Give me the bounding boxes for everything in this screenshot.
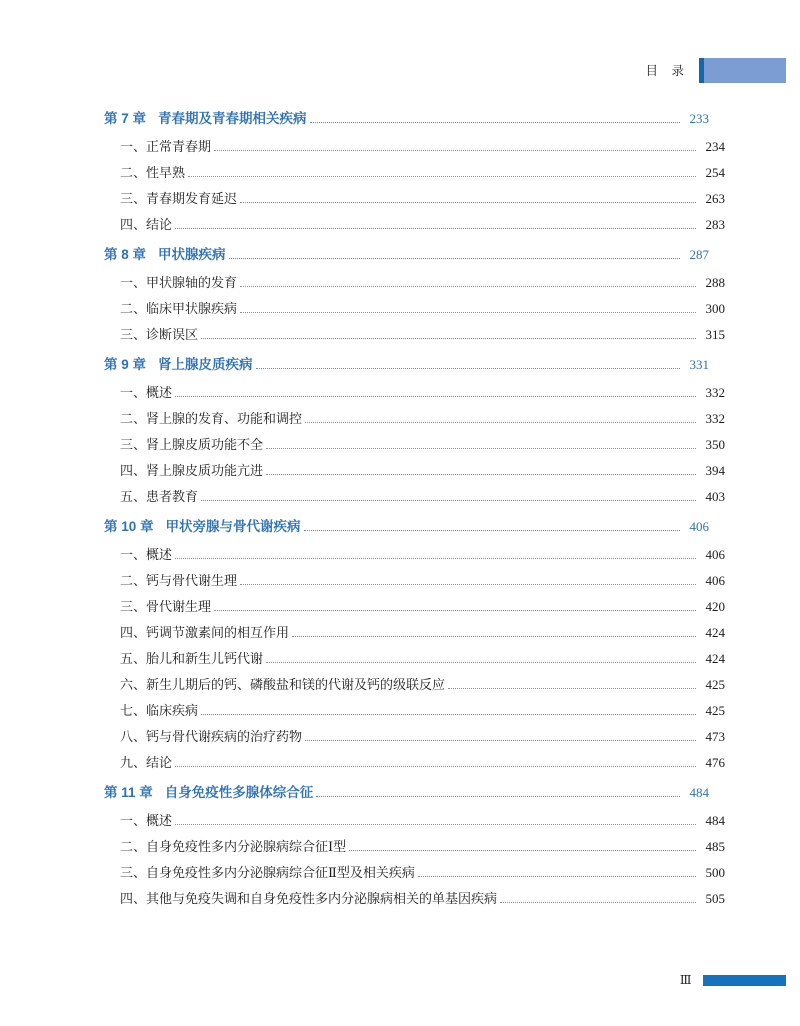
section-page-number: 332	[705, 411, 725, 426]
section-page-number: 403	[705, 489, 725, 504]
running-header-label: 目 录	[645, 64, 689, 78]
section-page-number: 234	[705, 139, 725, 154]
leader-dots	[175, 766, 696, 767]
leader-dots	[175, 396, 696, 397]
toc-section-entry[interactable]	[104, 840, 725, 866]
section-title: 四、钙调节激素间的相互作用	[120, 625, 290, 640]
leader-dots	[175, 824, 696, 825]
toc-section-entry[interactable]	[104, 302, 725, 328]
section-page-number: 424	[705, 651, 725, 666]
leader-dots	[201, 500, 696, 501]
section-page-number: 254	[705, 165, 725, 180]
toc-section-entry[interactable]	[104, 548, 725, 574]
toc-section-entry[interactable]	[104, 386, 725, 412]
footer-decoration-bar	[703, 975, 786, 986]
toc-section-entry[interactable]	[104, 730, 725, 756]
leader-dots	[175, 558, 696, 559]
section-title: 九、结论	[120, 755, 173, 770]
chapter-block	[104, 111, 725, 232]
section-title: 一、正常青春期	[120, 139, 212, 154]
section-title: 三、骨代谢生理	[120, 599, 212, 614]
section-title: 四、肾上腺皮质功能亢进	[120, 463, 264, 478]
toc-section-entry[interactable]	[104, 814, 725, 840]
section-page-number: 406	[705, 573, 725, 588]
section-title: 二、自身免疫性多内分泌腺病综合征Ⅰ型	[120, 839, 347, 854]
section-page-number: 473	[705, 729, 725, 744]
chapter-page-number: 233	[689, 111, 709, 126]
section-title: 二、肾上腺的发育、功能和调控	[120, 411, 303, 426]
section-page-number: 315	[705, 327, 725, 342]
leader-dots	[305, 740, 696, 741]
section-page-number: 332	[705, 385, 725, 400]
leader-dots	[214, 150, 696, 151]
toc-chapter-entry[interactable]	[104, 358, 709, 386]
section-page-number: 485	[705, 839, 725, 854]
chapter-number: 第 8 章	[104, 247, 147, 262]
leader-dots	[240, 584, 696, 585]
leader-dots	[256, 368, 680, 369]
toc-section-entry[interactable]	[104, 328, 725, 342]
leader-dots	[418, 876, 696, 877]
header-decoration-bar	[699, 58, 786, 83]
leader-dots	[214, 610, 696, 611]
leader-dots	[240, 286, 696, 287]
section-title: 三、诊断误区	[120, 327, 199, 342]
toc-section-entry[interactable]	[104, 490, 725, 504]
toc-chapter-entry[interactable]	[104, 112, 709, 140]
leader-dots	[240, 202, 696, 203]
section-title: 四、其他与免疫失调和自身免疫性多内分泌腺病相关的单基因疾病	[120, 891, 498, 906]
leader-dots	[266, 662, 696, 663]
section-title: 二、性早熟	[120, 165, 186, 180]
chapter-number: 第 10 章	[104, 519, 154, 534]
chapter-number: 第 11 章	[104, 785, 153, 800]
leader-dots	[201, 338, 696, 339]
section-title: 一、概述	[120, 385, 173, 400]
chapter-block	[104, 519, 725, 770]
section-title: 一、概述	[120, 813, 173, 828]
chapter-page-number: 406	[689, 519, 709, 534]
leader-dots	[349, 850, 696, 851]
section-page-number: 420	[705, 599, 725, 614]
leader-dots	[201, 714, 696, 715]
section-title: 八、钙与骨代谢疾病的治疗药物	[120, 729, 303, 744]
section-page-number: 300	[705, 301, 725, 316]
toc-section-entry[interactable]	[104, 866, 725, 892]
chapter-block	[104, 247, 725, 342]
section-page-number: 505	[705, 891, 725, 906]
leader-dots	[304, 530, 680, 531]
chapter-block	[104, 785, 725, 906]
chapter-title: 肾上腺皮质疾病	[158, 357, 253, 372]
toc-section-entry[interactable]	[104, 218, 725, 232]
chapter-page-number: 287	[689, 247, 709, 262]
section-title: 五、胎儿和新生儿钙代谢	[120, 651, 264, 666]
section-page-number: 500	[705, 865, 725, 880]
leader-dots	[316, 796, 680, 797]
chapter-title: 自身免疫性多腺体综合征	[164, 785, 314, 800]
chapter-page-number: 484	[689, 785, 709, 800]
table-of-contents	[104, 111, 725, 906]
section-page-number: 484	[705, 813, 725, 828]
leader-dots	[266, 448, 696, 449]
section-page-number: 476	[705, 755, 725, 770]
section-page-number: 350	[705, 437, 725, 452]
toc-section-entry[interactable]	[104, 600, 725, 626]
chapter-block	[104, 357, 725, 504]
leader-dots	[310, 122, 680, 123]
toc-section-entry[interactable]	[104, 678, 725, 704]
running-header	[646, 57, 786, 83]
chapter-title: 甲状腺疾病	[158, 247, 226, 262]
toc-section-entry[interactable]	[104, 276, 725, 302]
toc-section-entry[interactable]	[104, 192, 725, 218]
section-title: 二、钙与骨代谢生理	[120, 573, 238, 588]
toc-section-entry[interactable]	[104, 626, 725, 652]
section-title: 三、肾上腺皮质功能不全	[120, 437, 264, 452]
toc-chapter-entry[interactable]	[104, 786, 709, 814]
toc-section-entry[interactable]	[104, 652, 725, 678]
leader-dots	[240, 312, 696, 313]
page-number: Ⅲ	[679, 972, 692, 987]
leader-dots	[500, 902, 696, 903]
toc-section-entry[interactable]	[104, 412, 725, 438]
chapter-page-number: 331	[689, 357, 709, 372]
section-title: 七、临床疾病	[120, 703, 199, 718]
toc-section-entry[interactable]	[104, 756, 725, 770]
section-page-number: 263	[705, 191, 725, 206]
leader-dots	[292, 636, 696, 637]
section-page-number: 283	[705, 217, 725, 232]
toc-chapter-entry[interactable]	[104, 520, 709, 548]
leader-dots	[188, 176, 696, 177]
running-footer	[680, 972, 786, 988]
chapter-number: 第 7 章	[104, 111, 147, 126]
leader-dots	[229, 258, 680, 259]
section-title: 三、青春期发育延迟	[120, 191, 238, 206]
leader-dots	[305, 422, 696, 423]
section-title: 二、临床甲状腺疾病	[120, 301, 238, 316]
section-page-number: 425	[705, 677, 725, 692]
section-title: 六、新生儿期后的钙、磷酸盐和镁的代谢及钙的级联反应	[120, 677, 446, 692]
leader-dots	[448, 688, 696, 689]
leader-dots	[175, 228, 696, 229]
section-title: 五、患者教育	[120, 489, 199, 504]
section-title: 三、自身免疫性多内分泌腺病综合征Ⅱ型及相关疾病	[120, 865, 415, 880]
chapter-title: 甲状旁腺与骨代谢疾病	[165, 519, 301, 534]
toc-section-entry[interactable]	[104, 704, 725, 730]
section-title: 一、概述	[120, 547, 173, 562]
leader-dots	[266, 474, 696, 475]
section-title: 一、甲状腺轴的发育	[120, 275, 238, 290]
section-page-number: 288	[705, 275, 725, 290]
toc-section-entry[interactable]	[104, 140, 725, 166]
chapter-title: 青春期及青春期相关疾病	[158, 111, 307, 126]
section-page-number: 424	[705, 625, 725, 640]
toc-section-entry[interactable]	[104, 166, 725, 192]
toc-chapter-entry[interactable]	[104, 248, 709, 276]
section-page-number: 394	[705, 463, 725, 478]
chapter-number: 第 9 章	[104, 357, 147, 372]
toc-section-entry[interactable]	[104, 574, 725, 600]
section-page-number: 425	[705, 703, 725, 718]
toc-section-entry[interactable]	[104, 464, 725, 490]
section-page-number: 406	[705, 547, 725, 562]
header-bar-fill	[704, 58, 786, 83]
toc-section-entry[interactable]	[104, 438, 725, 464]
section-title: 四、结论	[120, 217, 173, 232]
toc-section-entry[interactable]	[104, 892, 725, 906]
